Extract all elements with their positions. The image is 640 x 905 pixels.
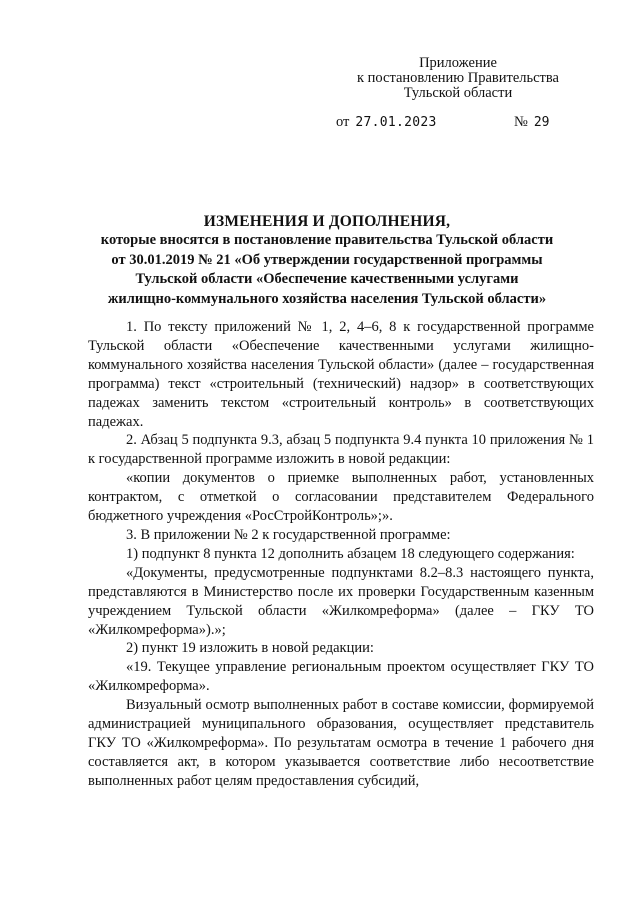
document-body	[88, 318, 594, 791]
resolution-dateline	[336, 114, 556, 131]
paragraph-4: 3. В приложении № 2 к государственной программе:	[126, 526, 451, 543]
paragraph-8: «19. Текущее управление региональным проектом осуществляет ГКУ ТО «Жилкомреформа».	[88, 659, 594, 695]
paragraph-7: 2) пункт 19 изложить в новой редакции:	[126, 640, 374, 657]
appendix-line-1: Приложение	[419, 55, 497, 71]
title-line-2: от 30.01.2019 № 21 «Об утверждении государственной программы	[111, 251, 543, 268]
number-label: №	[514, 114, 528, 130]
paragraph-2: 2. Абзац 5 подпункта 9.3, абзац 5 подпункта 9.4 пункта 10 приложения № 1 к государственной программе изложить в новой редакции:	[88, 432, 594, 468]
paragraph-5: 1) подпункт 8 пункта 12 дополнить абзацем 18 следующего содержания:	[126, 545, 575, 562]
paragraph-9: Визуальный осмотр выполненных работ в составе комиссии, формируемой администрацией муниципального образования, осуществляет представитель ГКУ ТО «Жилкомреформа». По результатам осмотра в течение 1 рабочего дня составляется акт, в котором указывается соответствие либо несоответствие выполненных работ целям предоставления субсидий,	[88, 697, 594, 789]
document-title	[60, 212, 594, 309]
resolution-number	[514, 114, 550, 131]
date-prefix: от	[336, 114, 350, 130]
title-heading: ИЗМЕНЕНИЯ И ДОПОЛНЕНИЯ,	[203, 213, 451, 230]
paragraph-6: «Документы, предусмотренные подпунктами 8.2–8.3 настоящего пункта, представляются в Министерство после их проверки Государственным казенным учреждением Тульской области «Жилкомреформа» (далее – ГКУ ТО «Жилкомреформа»).»;	[88, 564, 594, 638]
resolution-date: 27.01.2023	[355, 115, 437, 130]
title-line-4: жилищно-коммунального хозяйства населения Тульской области»	[107, 290, 547, 307]
appendix-line-2: к постановлению Правительства	[357, 70, 559, 86]
paragraph-1: 1. По тексту приложений № 1, 2, 4–6, 8 к государственной программе Тульской области «Обеспечение качественными услугами жилищно-коммунального хозяйства населения Тульской области» (далее – государственная программа) текст «строительный (технический) надзор» в соответствующих падежах заменить текстом «строительный контроль» в соответствующих падежах.	[88, 319, 594, 430]
paragraph-3: «копии документов о приемке выполненных работ, установленных контрактом, с отметкой о согласовании представителем Федерального бюджетного учреждения «РосСтройКонтроль»;».	[88, 470, 594, 525]
title-line-3: Тульской области «Обеспечение качественными услугами	[135, 271, 519, 288]
appendix-header	[338, 56, 578, 101]
number-value: 29	[533, 115, 550, 130]
appendix-line-3: Тульской области	[403, 85, 513, 101]
title-line-1: которые вносятся в постановление правительства Тульской области	[100, 232, 554, 249]
